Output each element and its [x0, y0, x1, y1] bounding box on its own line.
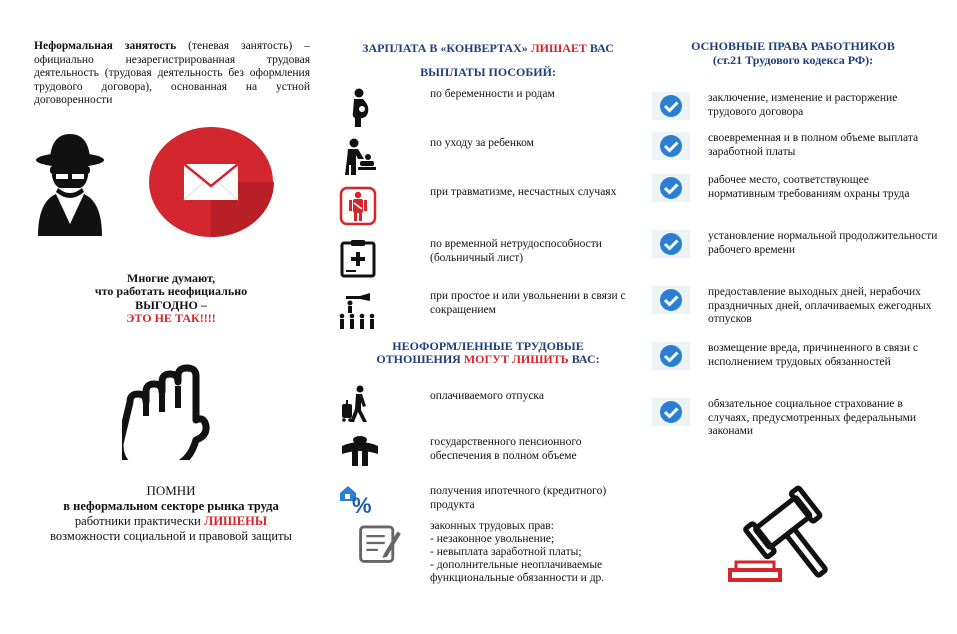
definition-term: Неформальная занятость [34, 40, 177, 52]
checkmark-icon [652, 230, 690, 258]
checkmark-icon [652, 342, 690, 370]
envelope-icon [148, 126, 274, 238]
envelope-salary-heading-line-1 [338, 40, 638, 56]
checkmark-icon [652, 174, 690, 202]
remember-line-1: в неформальном секторе рынка труда [63, 498, 279, 513]
right-text: рабочее место, соответствующее нормативным требованиям охраны труда [708, 174, 910, 200]
benefit-text: при простое и или увольнении в связи с сокращением [430, 290, 626, 316]
checkmark-icon [652, 398, 690, 426]
fist-hand-icon [122, 360, 222, 460]
worker-rights-heading-line-2: (ст.21 Трудового кодекса РФ): [712, 52, 874, 67]
remember-title: ПОМНИ [146, 483, 196, 498]
checkmark-icon [652, 132, 690, 160]
heading-part: ВАС: [568, 352, 600, 367]
myth-block [30, 272, 312, 326]
spy-icon [30, 128, 110, 238]
pregnancy-icon [342, 88, 382, 128]
myth-line-4: ЭТО НЕ ТАК!!!! [126, 311, 216, 326]
document-icon [356, 520, 402, 566]
middle-column [338, 0, 638, 634]
mortgage-icon [338, 481, 378, 521]
benefit-text: по временной нетрудоспособности (больничный лист) [430, 238, 602, 264]
definition-text: (теневая занятость) – официально незарегистрированная трудовая деятельность (трудовая деятельность без оформления трудового договора), основанная на устной договоренности [34, 40, 310, 107]
myth-line-2: что работать неофициально [94, 284, 248, 299]
checkmark-icon [652, 286, 690, 314]
right-text: предоставление выходных дней, нерабочих праздничных дней, оплачиваемых ежегодных отпусков [708, 286, 932, 326]
loss-text: получения ипотечного (кредитного) продукта [430, 485, 607, 511]
remember-deprived: ЛИШЕНЫ [204, 514, 268, 529]
childcare-icon [338, 137, 378, 177]
heading-accent: ЛИШАЕТ [530, 41, 587, 55]
right-text: установление нормальной продолжительности рабочего времени [708, 230, 938, 256]
remember-line-2a: работники практически [74, 514, 204, 529]
myth-line-3: ВЫГОДНО – [135, 297, 207, 312]
loss-text: оплачиваемого отпуска [430, 390, 544, 402]
right-text: своевременная и в полном объеме выплата заработной платы [708, 132, 919, 158]
right-column [648, 0, 938, 634]
benefit-text: по беременности и родам [430, 88, 555, 100]
svg-text:%: % [352, 493, 372, 518]
heading-accent: МОГУТ ЛИШИТЬ [463, 352, 569, 367]
injury-icon [338, 186, 378, 226]
heading-part: ЗАРПЛАТА В «КОНВЕРТАХ» [362, 41, 531, 55]
vacation-icon [338, 384, 378, 424]
definition-paragraph [34, 40, 310, 108]
worker-rights-heading [648, 40, 938, 68]
envelope-salary-heading-line-2: ВЫПЛАТЫ ПОСОБИЙ: [420, 65, 556, 80]
pension-icon [338, 428, 382, 468]
checkmark-icon [652, 92, 690, 120]
informal-relations-heading [338, 340, 638, 367]
remember-line-3: возможности социальной и правовой защиты [50, 529, 292, 544]
medical-leave-icon [338, 238, 378, 278]
heading-part: ВАС [586, 41, 614, 55]
informal-relations-heading-line-1: НЕОФОРМЛЕННЫЕ ТРУДОВЫЕ [392, 339, 584, 353]
myth-line-1: Многие думают, [127, 271, 215, 285]
worker-rights-heading-line-1: ОСНОВНЫЕ ПРАВА РАБОТНИКОВ [691, 39, 895, 53]
informal-relations-heading-line-2 [338, 353, 638, 366]
benefit-text: при травматизме, несчастных случаях [430, 186, 617, 198]
heading-part: ОТНОШЕНИЯ [376, 352, 464, 367]
envelope-salary-heading [338, 40, 638, 80]
right-text: обязательное социальное страхование в случаях, предусмотренных федеральными законами [708, 398, 916, 438]
loss-text: государственного пенсионного обеспечения в полном объеме [430, 436, 582, 462]
right-text: возмещение вреда, причиненного в связи с исполнением трудовых обязанностей [708, 342, 918, 368]
layoff-icon [338, 290, 378, 330]
remember-line-2 [30, 514, 312, 529]
left-column [30, 0, 312, 634]
right-text: заключение, изменение и расторжение трудового договора [708, 92, 898, 118]
loss-text: законных трудовых прав: - незаконное увольнение; - невыплата заработной платы; - дополнительные неоплачиваемые функциональные обязанности и др. [430, 520, 605, 584]
benefit-text: по уходу за ребенком [430, 137, 534, 149]
gavel-icon [726, 484, 848, 584]
remember-block [30, 483, 312, 545]
